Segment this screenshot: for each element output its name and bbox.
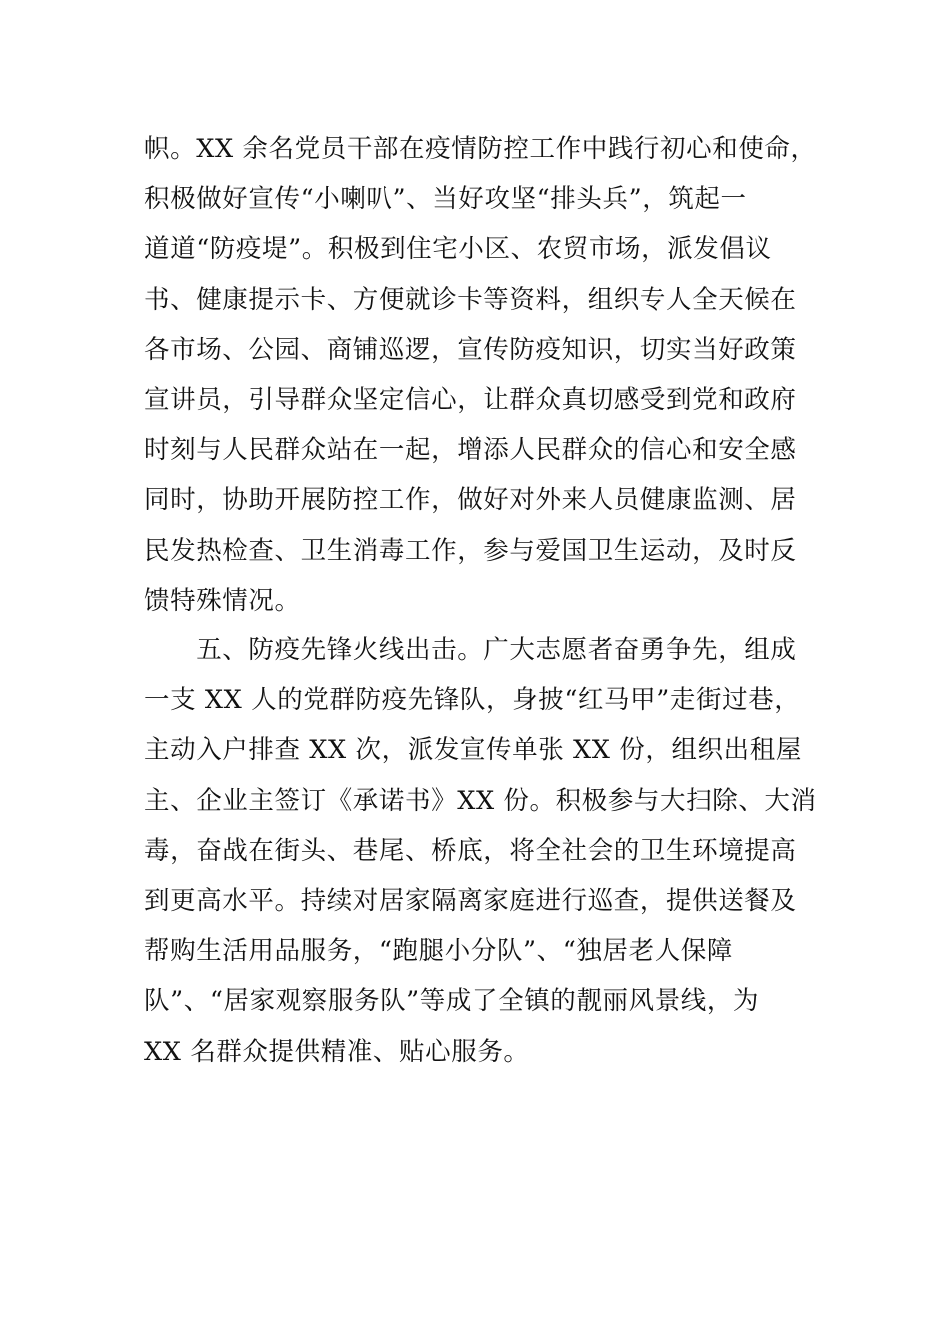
text-line: 一支 XX 人的党群防疫先锋队，身披“红马甲”走街过巷， [144, 685, 801, 716]
paragraph-continued [144, 124, 817, 626]
text-line: 帮购生活用品服务，“跑腿小分队”、“独居老人保障 [144, 936, 734, 967]
text-line: 民发热检查、卫生消毒工作，参与爱国卫生运动，及时反 [144, 535, 797, 566]
text-line: 五、防疫先锋火线出击。广大志愿者奋勇争先，组成 [144, 635, 797, 665]
text-line: 宣讲员，引导群众坚定信心，让群众真切感受到党和政府 [144, 384, 797, 415]
text-line: 队”、“居家观察服务队”等成了全镇的靓丽风景线，为 [144, 986, 760, 1017]
text-line: 馈特殊情况。 [144, 585, 301, 616]
text-line: 书、健康提示卡、方便就诊卡等资料，组织专人全天候在 [144, 284, 797, 315]
paragraph-five [144, 625, 817, 1077]
text-line: 积极做好宣传“小喇叭”、当好攻坚“排头兵”，筑起一 [144, 184, 747, 215]
text-line: XX 名群众提供精准、贴心服务。 [144, 1036, 530, 1067]
text-line: 道道“防疫堤”。积极到住宅小区、农贸市场，派发倡议 [144, 234, 772, 265]
text-line: 毒，奋战在街头、巷尾、桥底，将全社会的卫生环境提高 [144, 835, 797, 866]
text-line: 帜。XX 余名党员干部在疫情防控工作中践行初心和使命， [144, 134, 817, 164]
text-line: 主、企业主签订《承诺书》XX 份。积极参与大扫除、大消 [144, 785, 817, 816]
text-line: 主动入户排查 XX 次，派发宣传单张 XX 份，组织出租屋 [144, 735, 802, 766]
text-line: 到更高水平。持续对居家隔离家庭进行巡查，提供送餐及 [144, 885, 797, 916]
text-line: 各市场、公园、商铺巡逻，宣传防疫知识，切实当好政策 [144, 334, 797, 365]
text-line: 时刻与人民群众站在一起，增添人民群众的信心和安全感 [144, 435, 797, 466]
text-line: 同时，协助开展防控工作，做好对外来人员健康监测、居 [144, 485, 797, 516]
